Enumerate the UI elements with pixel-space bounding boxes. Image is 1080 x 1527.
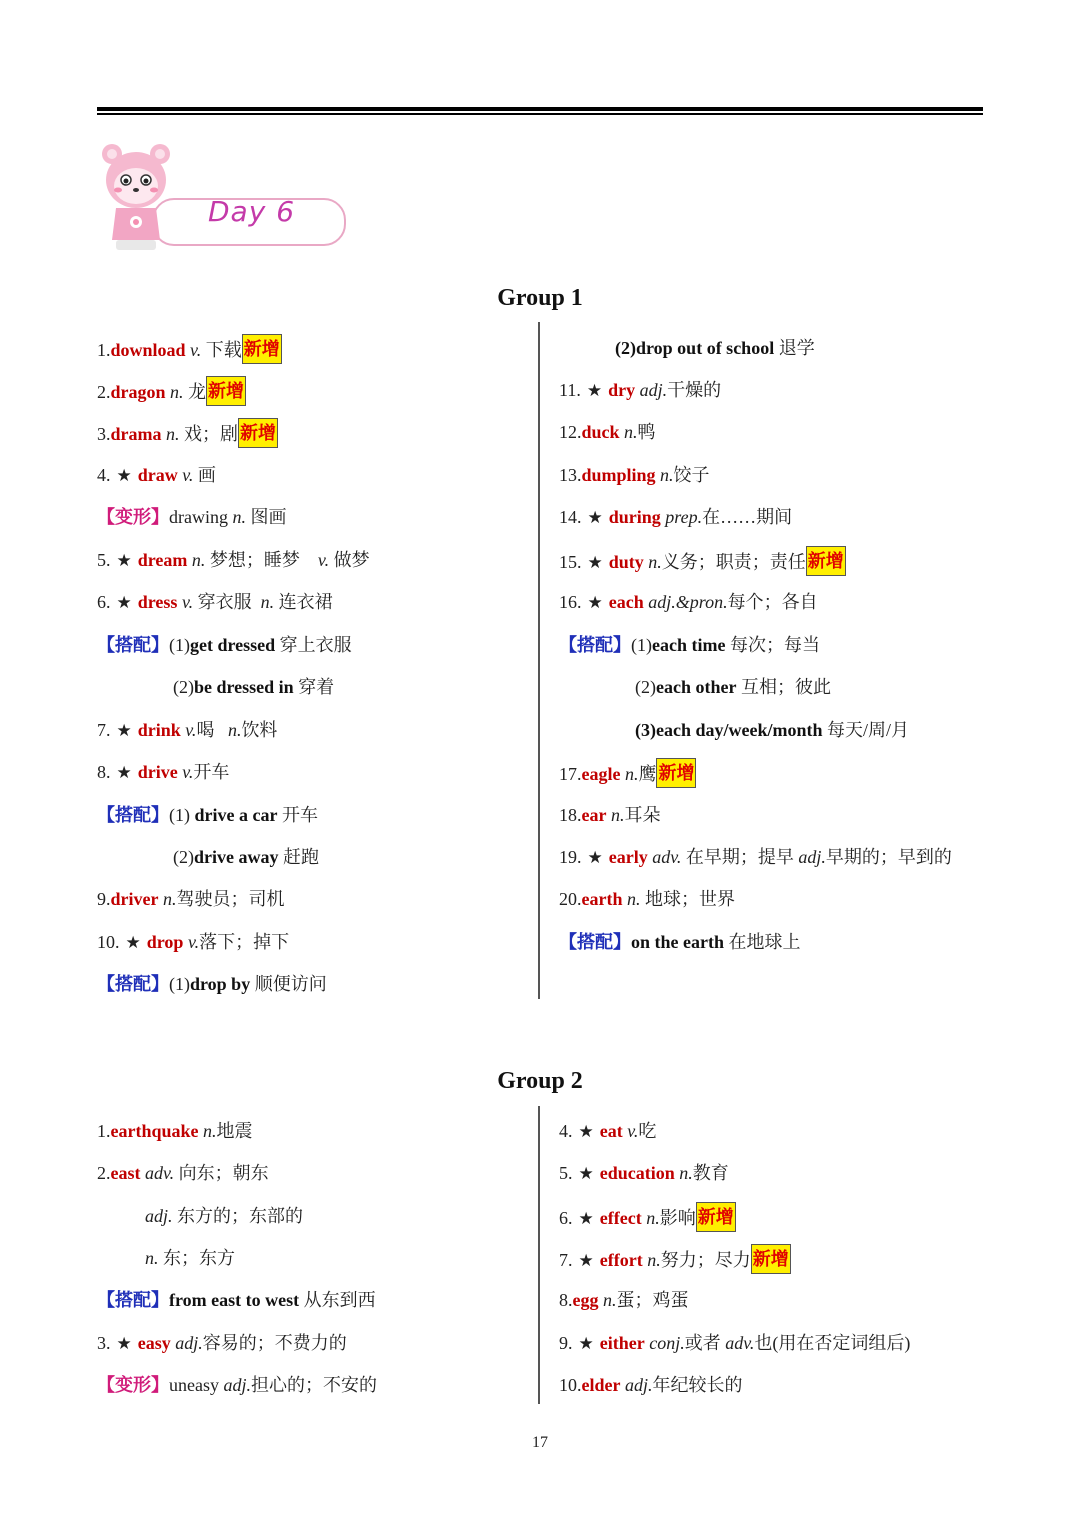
star-icon: ★: [587, 508, 603, 528]
entry-draw: 4. ★ draw v. 画: [97, 465, 216, 486]
bear-mascot-icon: [100, 140, 172, 252]
entry-east: 2.east adv. 向东；朝东: [97, 1163, 269, 1183]
day-label: Day 6: [208, 195, 296, 228]
star-icon: ★: [116, 593, 132, 613]
star-icon: ★: [587, 593, 603, 613]
entry-dress: 6. ★ dress v. 穿衣服 n. 连衣裙: [97, 592, 333, 613]
collocation-drive-a-car: 【搭配】(1) drive a car 开车: [97, 805, 318, 825]
new-badge: 新增: [206, 376, 246, 406]
new-badge: 新增: [238, 418, 278, 448]
new-badge: 新增: [696, 1202, 736, 1232]
collocation-be-dressed-in: (2)be dressed in 穿着: [173, 677, 335, 697]
star-icon: ★: [116, 1334, 132, 1354]
entry-duck: 12.duck n.鸭: [559, 422, 656, 442]
header-rule-thin: [97, 113, 983, 115]
collocation-on-the-earth: 【搭配】on the earth 在地球上: [559, 932, 801, 952]
star-icon: ★: [578, 1334, 594, 1354]
star-icon: ★: [578, 1122, 594, 1142]
day-banner: [100, 140, 350, 252]
entry-download: 1.download v. 下载 新增: [97, 335, 282, 365]
new-badge: 新增: [751, 1244, 791, 1274]
entry-either: 9. ★ either conj.或者 adv.也(用在否定词组后): [559, 1333, 911, 1354]
group2-column-divider: [538, 1106, 540, 1404]
collocation-drive-away: (2)drive away 赶跑: [173, 847, 319, 867]
star-icon: ★: [578, 1164, 594, 1184]
star-icon: ★: [116, 763, 132, 783]
entry-easy: 3. ★ easy adj.容易的；不费力的: [97, 1333, 347, 1354]
star-icon: ★: [578, 1209, 594, 1229]
entry-east-noun: n. 东；东方: [145, 1248, 235, 1268]
collocation-drop-by: 【搭配】(1)drop by 顺便访问: [97, 974, 327, 994]
entry-eat: 4. ★ eat v.吃: [559, 1121, 657, 1142]
entry-effort: 7. ★ effort n.努力；尽力 新增: [559, 1245, 791, 1275]
new-badge: 新增: [242, 334, 282, 364]
star-icon: ★: [116, 721, 132, 741]
variant-drawing: 【变形】drawing n. 图画: [97, 507, 287, 527]
entry-driver: 9.driver n.驾驶员；司机: [97, 889, 285, 909]
variant-uneasy: 【变形】uneasy adj.担心的；不安的: [97, 1375, 377, 1395]
entry-each: 16. ★ each adj.&pron.每个；各自: [559, 592, 818, 613]
star-icon: ★: [586, 381, 603, 401]
entry-eagle: 17.eagle n.鹰 新增: [559, 759, 696, 789]
star-icon: ★: [587, 848, 603, 868]
entry-dumpling: 13.dumpling n.饺子: [559, 465, 710, 485]
entry-during: 14. ★ during prep.在……期间: [559, 507, 793, 528]
new-badge: 新增: [806, 546, 846, 576]
group1-title: Group 1: [497, 285, 583, 311]
collocation-from-east-to-west: 【搭配】from east to west 从东到西: [97, 1290, 376, 1310]
entry-drop: 10. ★ drop v.落下；掉下: [97, 932, 290, 953]
entry-drive: 8. ★ drive v.开车: [97, 762, 230, 783]
entry-elder: 10.elder adj.年纪较长的: [559, 1375, 743, 1395]
star-icon: ★: [116, 551, 132, 571]
entry-duty: 15. ★ duty n.义务；职责；责任 新增: [559, 547, 846, 577]
star-icon: ★: [116, 466, 132, 486]
entry-dream: 5. ★ dream n. 梦想；睡梦 v. 做梦: [97, 550, 370, 571]
collocation-each-day: (3)each day/week/month 每天/周/月: [635, 720, 910, 740]
entry-drink: 7. ★ drink v.喝 n.饮料: [97, 720, 278, 741]
page-number: 17: [532, 1434, 548, 1451]
entry-earthquake: 1.earthquake n.地震: [97, 1121, 253, 1141]
entry-education: 5. ★ education n.教育: [559, 1163, 729, 1184]
star-icon: ★: [587, 553, 603, 573]
entry-effect: 6. ★ effect n.影响 新增: [559, 1203, 736, 1233]
entry-east-adj: adj. 东方的；东部的: [145, 1206, 304, 1226]
collocation-drop-out-of-school: (2)drop out of school 退学: [615, 338, 815, 358]
new-badge: 新增: [656, 758, 696, 788]
header-rule-thick: [97, 107, 983, 111]
group1-column-divider: [538, 322, 540, 999]
entry-ear: 18.ear n.耳朵: [559, 805, 661, 825]
star-icon: ★: [125, 933, 141, 953]
collocation-each-time: 【搭配】(1)each time 每次；每当: [559, 635, 820, 655]
collocation-each-other: (2)each other 互相；彼此: [635, 677, 831, 697]
entry-egg: 8.egg n.蛋；鸡蛋: [559, 1290, 689, 1310]
entry-drama: 3.drama n. 戏；剧 新增: [97, 419, 278, 449]
entry-dragon: 2.dragon n. 龙 新增: [97, 377, 246, 407]
entry-earth: 20.earth n. 地球；世界: [559, 889, 735, 909]
group2-title: Group 2: [497, 1068, 583, 1094]
collocation-get-dressed: 【搭配】(1)get dressed 穿上衣服: [97, 635, 352, 655]
entry-early: 19. ★ early adv. 在早期；提早 adj.早期的；早到的: [559, 847, 952, 868]
star-icon: ★: [578, 1251, 594, 1271]
entry-dry: 11. ★ dry adj.干燥的: [559, 380, 722, 401]
